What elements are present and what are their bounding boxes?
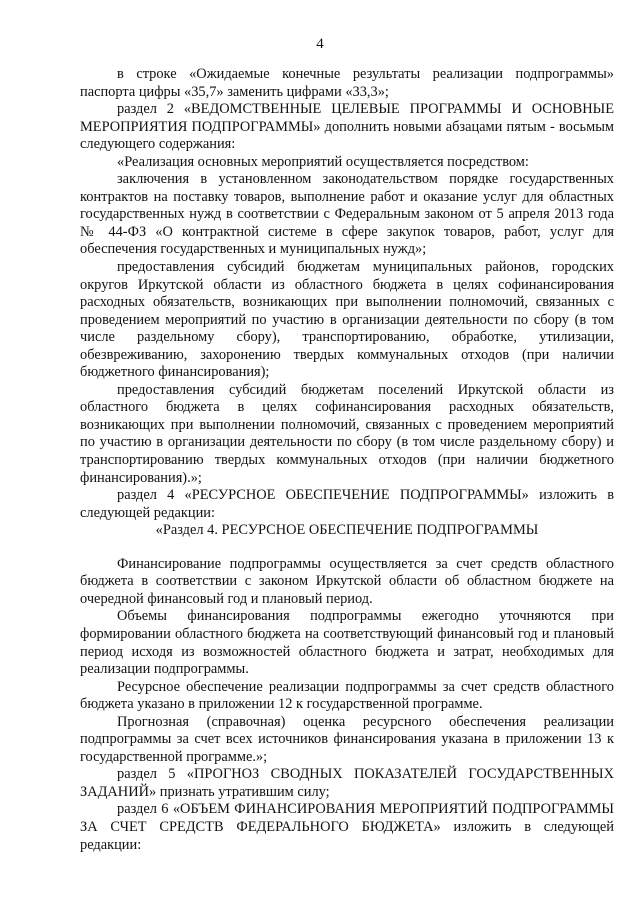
paragraph-financing-volumes: Объемы финансирования подпрограммы ежегодно уточняются при формировании областного бюджета на соответствующий финансовый год и плановый период исходя из возможностей областного бюджета и затрат, необходимых для реализации подпрограммы.	[80, 608, 614, 678]
page-number: 4	[316, 36, 324, 52]
paragraph-forecast-estimate: Прогнозная (справочная) оценка ресурсного обеспечения реализации подпрограммы за счет всех источников финансирования указана в приложении 13 к государственной программе.»;	[80, 713, 614, 765]
paragraph-financing: Финансирование подпрограммы осуществляется за счет средств областного бюджета в соответствии с законом Иркутской области об областном бюджете на очередной финансовый год и плановый период.	[80, 555, 614, 607]
paragraph-passport-digits: в строке «Ожидаемые конечные результаты реализации подпрограммы» паспорта цифры «35,7» заменить цифрами «33,3»;	[80, 66, 614, 100]
section-4-heading: «Раздел 4. РЕСУРСНОЕ ОБЕСПЕЧЕНИЕ ПОДПРОГРАММЫ	[155, 522, 539, 539]
paragraph-subsidies-settlements: предоставления субсидий бюджетам поселений Иркутской области из областного бюджета в целях софинансирования расходных обязательств, возникающих при выполнении полномочий, связанных с проведением мероприятий по участию в организации деятельности по сбору (в том числе раздельному сбору) и транспортированию твердых коммунальных отходов (при наличии бюджетного финансирования).»;	[80, 381, 614, 486]
paragraph-section-4: раздел 4 «РЕСУРСНОЕ ОБЕСПЕЧЕНИЕ ПОДПРОГРАММЫ» изложить в следующей редакции:	[80, 487, 614, 521]
paragraph-subsidies-districts: предоставления субсидий бюджетам муниципальных районов, городских округов Иркутской области из областного бюджета в целях софинансирования расходных обязательств, возникающих при выполнении полномочий, связанных с проведением мероприятий по участию в организации деятельности по сбору (в том числе раздельному сбору), транспортированию, обработке, утилизации, обезвреживанию, захоронению твердых коммунальных отходов (при наличии бюджетного финансирования);	[80, 259, 614, 381]
document-body	[80, 66, 614, 854]
paragraph-contracts: заключения в установленном законодательством порядке государственных контрактов на поставку товаров, выполнение работ и оказание услуг для областных государственных нужд в соответствии с Федеральным законом от 5 апреля 2013 года № 44-ФЗ «О контрактной системе в сфере закупок товаров, работ, услуг для обеспечения государственных и муниципальных нужд»;	[80, 171, 614, 258]
paragraph-section-2: раздел 2 «ВЕДОМСТВЕННЫЕ ЦЕЛЕВЫЕ ПРОГРАММЫ И ОСНОВНЫЕ МЕРОПРИЯТИЯ ПОДПРОГРАММЫ» дополнить новыми абзацами пятым - восьмым следующего содержания:	[80, 101, 614, 153]
paragraph-section-5: раздел 5 «ПРОГНОЗ СВОДНЫХ ПОКАЗАТЕЛЕЙ ГОСУДАРСТВЕННЫХ ЗАДАНИЙ» признать утратившим силу;	[80, 766, 614, 800]
paragraph-resource-support: Ресурсное обеспечение реализации подпрограммы за счет средств областного бюджета указано в приложении 12 к государственной программе.	[80, 678, 614, 713]
paragraph-implementation-intro: «Реализация основных мероприятий осуществляется посредством:	[117, 153, 529, 170]
paragraph-section-6: раздел 6 «ОБЪЕМ ФИНАНСИРОВАНИЯ МЕРОПРИЯТИЙ ПОДПРОГРАММЫ ЗА СЧЕТ СРЕДСТВ ФЕДЕРАЛЬНОГО БЮДЖЕТА» изложить в следующей редакции:	[80, 801, 614, 853]
